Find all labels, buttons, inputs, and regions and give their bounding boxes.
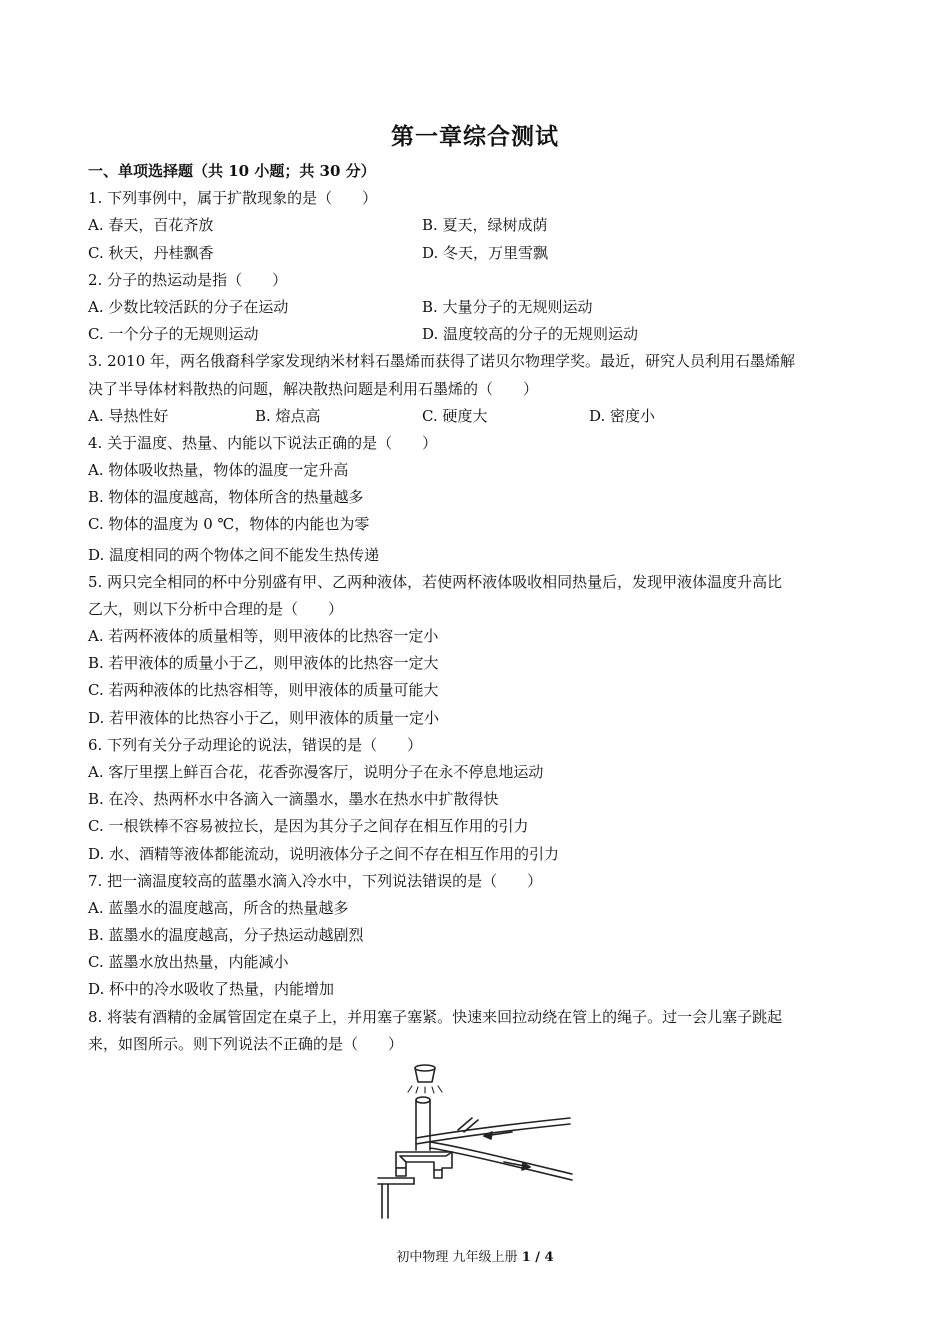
option-d: D. 密度小 xyxy=(589,406,656,425)
footer-subject: 初中物理 九年级上册 xyxy=(396,1250,518,1265)
option-d: D. 水、酒精等液体都能流动，说明液体分子之间不存在相互作用的引力 xyxy=(88,844,560,863)
question-3-stem-line-2: 决了半导体材料散热的问题，解决散热问题是利用石墨烯的（ ） xyxy=(88,379,539,398)
page-title: 第一章综合测试 xyxy=(391,123,559,150)
question-8-stem-line-2: 来，如图所示。则下列说法不正确的是（ ） xyxy=(88,1034,404,1053)
section-heading: 一、单项选择题（共 10 小题；共 30 分） xyxy=(88,162,376,180)
question-5-stem-line-1: 5. 两只完全相同的杯中分别盛有甲、乙两种液体，若使两杯液体吸收相同热量后，发现甲液体温度升高比 xyxy=(88,572,783,591)
question-2-stem: 2. 分子的热运动是指（ ） xyxy=(88,270,288,289)
question-5-stem-line-2: 乙大，则以下分析中合理的是（ ） xyxy=(88,599,344,618)
question-1-stem: 1. 下列事例中，属于扩散现象的是（ ） xyxy=(88,189,378,208)
option-c: C. 一个分子的无规则运动 xyxy=(88,325,259,344)
question-2-options-row-1 xyxy=(88,294,868,321)
option-c: C. 蓝墨水放出热量，内能减小 xyxy=(88,953,289,972)
clamp-stand-icon xyxy=(396,1152,452,1178)
question-list xyxy=(88,158,868,1058)
option-c: C. 若两种液体的比热容相等，则甲液体的质量可能大 xyxy=(88,681,439,700)
option-b: B. 物体的温度越高，物体所含的热量越多 xyxy=(88,488,364,507)
table-icon xyxy=(378,1178,414,1218)
option-d: D. 温度较高的分子的无规则运动 xyxy=(422,325,639,344)
question-4-stem: 4. 关于温度、热量、内能以下说法正确的是（ ） xyxy=(88,433,438,452)
option-b: B. 若甲液体的质量小于乙，则甲液体的比热容一定大 xyxy=(88,654,439,673)
option-a: A. 蓝墨水的温度越高，所含的热量越多 xyxy=(88,898,349,917)
page-number: 1 / 4 xyxy=(521,1250,554,1265)
question-1-options-row-1 xyxy=(88,212,868,239)
option-b: B. 夏天，绿树成荫 xyxy=(422,216,548,235)
option-a: A. 少数比较活跃的分子在运动 xyxy=(88,297,289,316)
question-3-stem-line-1: 3. 2010 年，两名俄裔科学家发现纳米材料石墨烯而获得了诺贝尔物理学奖。最近，研究人员利用石墨烯解 xyxy=(88,352,796,371)
option-a: A. 导热性好 xyxy=(88,406,169,425)
tube-rope-figure xyxy=(372,1058,582,1223)
option-a: A. 物体吸收热量，物体的温度一定升高 xyxy=(88,461,349,480)
option-c: C. 秋天，丹桂飘香 xyxy=(88,243,214,262)
option-d: D. 若甲液体的比热容小于乙，则甲液体的质量一定小 xyxy=(88,708,440,727)
page-footer xyxy=(0,1246,950,1265)
motion-lines-icon xyxy=(408,1086,442,1093)
option-d: D. 温度相同的两个物体之间不能发生热传递 xyxy=(88,545,380,564)
arrow-left-icon xyxy=(484,1132,512,1139)
question-6-stem: 6. 下列有关分子动理论的说法，错误的是（ ） xyxy=(88,735,423,754)
option-a: A. 客厅里摆上鲜百合花，花香弥漫客厅，说明分子在永不停息地运动 xyxy=(88,762,544,781)
question-1-options-row-2 xyxy=(88,240,868,267)
option-d: D. 杯中的冷水吸收了热量，内能增加 xyxy=(88,980,335,999)
option-b: B. 在冷、热两杯水中各滴入一滴墨水，墨水在热水中扩散得快 xyxy=(88,790,499,809)
question-8-stem-line-1: 8. 将装有酒精的金属管固定在桌子上，并用塞子塞紧。快速来回拉动绕在管上的绳子。过一会儿塞子跳起 xyxy=(88,1007,783,1026)
option-c: C. 一根铁棒不容易被拉长，是因为其分子之间存在相互作用的引力 xyxy=(88,817,529,836)
question-2-options-row-2 xyxy=(88,321,868,348)
option-b: B. 大量分子的无规则运动 xyxy=(422,297,593,316)
option-b: B. 蓝墨水的温度越高，分子热运动越剧烈 xyxy=(88,926,364,945)
option-d: D. 冬天，万里雪飘 xyxy=(422,243,549,262)
question-3-options xyxy=(88,403,868,430)
cork-icon xyxy=(415,1065,435,1082)
question-7-stem: 7. 把一滴温度较高的蓝墨水滴入冷水中，下列说法错误的是（ ） xyxy=(88,871,543,890)
option-b: B. 熔点高 xyxy=(255,406,321,425)
option-c: C. 硬度大 xyxy=(422,406,488,425)
option-a: A. 春天，百花齐放 xyxy=(88,216,214,235)
option-a: A. 若两杯液体的质量相等，则甲液体的比热容一定小 xyxy=(88,627,439,645)
option-c: C. 物体的温度为 0 ℃，物体的内能也为零 xyxy=(88,515,370,534)
